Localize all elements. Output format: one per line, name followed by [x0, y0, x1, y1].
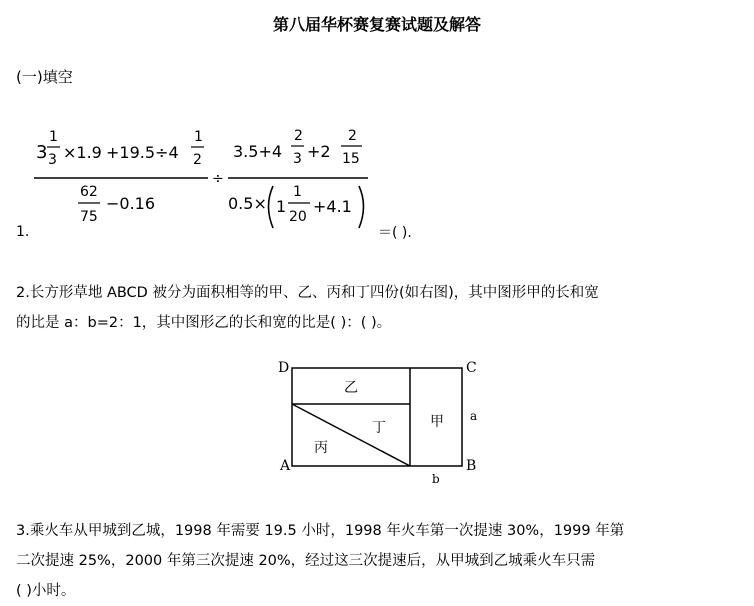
f-div: ÷: [212, 171, 224, 187]
label-jia: 甲: [430, 414, 444, 430]
f-d-den: 3: [293, 151, 302, 167]
question-2-text: [16, 278, 746, 338]
f-a-den: 3: [48, 152, 57, 168]
label-c: C: [466, 360, 477, 376]
f-times1: ×1.9: [63, 143, 102, 162]
question-3-line-2: 二次提速 25%，2000 年第三次提速 20%，经过这三次提速后，从甲城到乙城乘火车只需: [16, 553, 596, 569]
question-1-answer-blank: ＝( ).: [378, 225, 412, 241]
question-2-line-2: 的比是 a：b=2：1，其中图形乙的长和宽的比是( )：( )。: [16, 315, 392, 331]
f-f-1: 1: [276, 197, 287, 216]
f-c-num: 62: [80, 184, 98, 200]
f-d-num: 2: [294, 128, 303, 144]
question-3-line-3: ( )小时。: [16, 583, 76, 599]
label-d: D: [278, 360, 290, 376]
label-a: A: [280, 458, 291, 474]
f-plus195: +19.5÷4: [106, 143, 179, 162]
question-1-number: 1.: [16, 224, 30, 240]
f-d-35: 3.5+4: [233, 142, 283, 161]
page-title: 第八届华杯赛复赛试题及解答: [272, 15, 481, 34]
question-3-line-1: 3.乘火车从甲城到乙城，1998 年需要 19.5 小时，1998 年火车第一次提速 30%，1999 年第: [16, 523, 625, 539]
f-e-den: 15: [342, 151, 360, 167]
label-side-b: b: [432, 472, 440, 486]
f-f-den: 20: [289, 209, 307, 225]
f-b-num: 1: [194, 129, 203, 145]
f-left-paren: [269, 186, 274, 228]
label-yi: 乙: [344, 380, 358, 396]
label-side-a: a: [470, 409, 478, 423]
f-e-num: 2: [348, 128, 357, 144]
diagonal-bing-ding: [292, 404, 410, 466]
f-f-num: 1: [293, 184, 302, 200]
f-f-05: 0.5×: [228, 194, 267, 213]
f-b-den: 2: [193, 152, 202, 168]
f-a-whole: 3: [36, 142, 48, 163]
f-a-num: 1: [49, 129, 58, 145]
f-right-paren: [359, 186, 364, 228]
question-1-formula: [30, 120, 380, 238]
f-minus016: −0.16: [106, 194, 156, 213]
f-f-41: +4.1: [313, 197, 352, 216]
label-b: B: [466, 458, 477, 474]
question-3-text: [16, 516, 746, 606]
label-ding: 丁: [372, 420, 386, 436]
question-2-figure: [278, 358, 488, 488]
question-2-line-1: 2.长方形草地 ABCD 被分为面积相等的甲、乙、丙和丁四份(如右图)，其中图形甲的长和宽: [16, 285, 599, 301]
section-heading: (一)填空: [16, 68, 73, 86]
f-c-den: 75: [80, 209, 98, 225]
f-e-plus2: +2: [307, 142, 331, 161]
label-bing: 丙: [314, 440, 328, 456]
